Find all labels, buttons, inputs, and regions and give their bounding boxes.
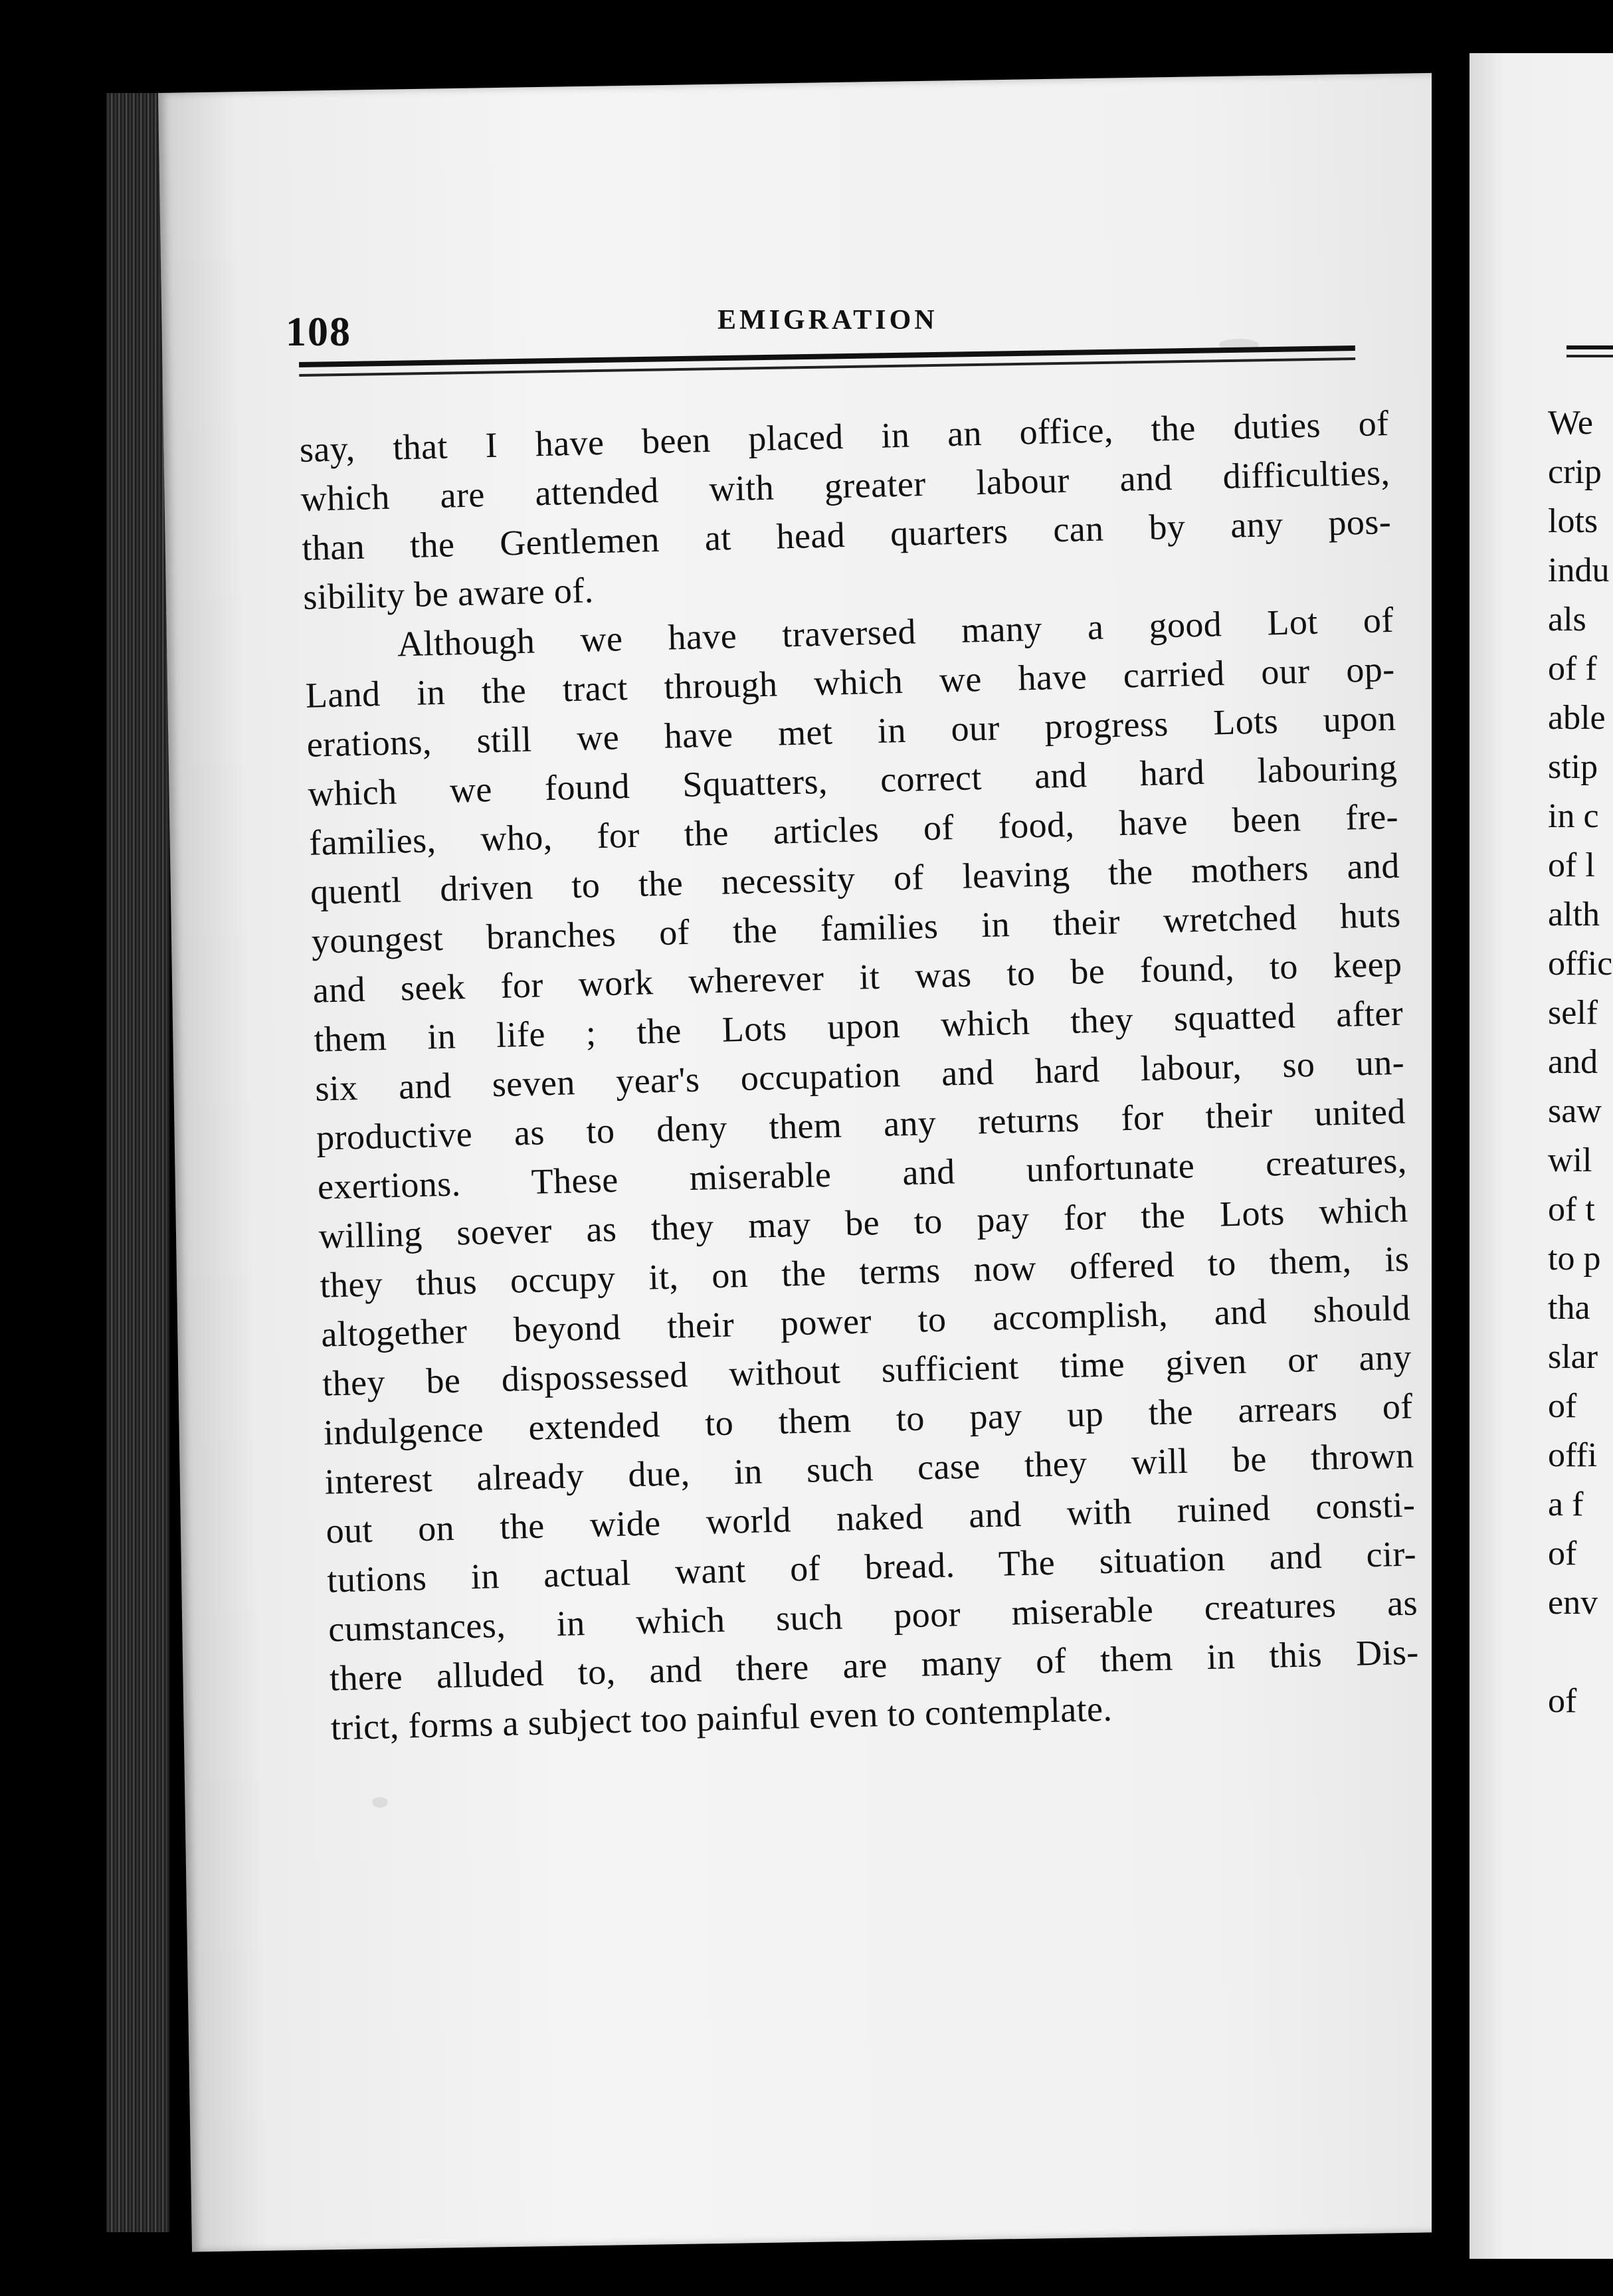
body-line: tutions in actual want of bread. The situation and cir- xyxy=(326,1533,1417,1600)
right-page-line: of xyxy=(1548,1387,1577,1425)
ink-smudge xyxy=(372,1797,388,1808)
right-page-line: saw xyxy=(1548,1092,1602,1130)
right-page-line: indu xyxy=(1548,551,1610,589)
body-text xyxy=(299,399,1420,1752)
body-line: and seek for work wherever it was to be found, to keep xyxy=(312,943,1403,1010)
right-page-line: slar xyxy=(1548,1338,1598,1376)
right-page-line: of f xyxy=(1548,650,1597,688)
right-page-line xyxy=(1548,1628,1613,1677)
right-page-rule xyxy=(1566,345,1613,365)
body-line: Although we have traversed many a good Lot of xyxy=(397,599,1394,664)
book-gutter xyxy=(1432,53,1471,2272)
page-edges xyxy=(106,93,169,2232)
body-line: them in life ; the Lots upon which they squatted after xyxy=(313,993,1404,1060)
right-page-line: env xyxy=(1548,1584,1598,1622)
right-page-line: of l xyxy=(1548,846,1595,884)
body-line: indulgence extended to them to pay up the arrears of xyxy=(323,1386,1414,1453)
body-line: out on the wide world naked and with ruined consti- xyxy=(325,1484,1416,1551)
body-line: erations, still we have met in our progress Lots upon xyxy=(306,698,1396,765)
right-page-line: We xyxy=(1548,404,1593,442)
right-page-line: and xyxy=(1548,1043,1598,1081)
right-page-line: tha xyxy=(1548,1289,1590,1327)
right-page-line: lots xyxy=(1548,502,1598,540)
body-line: than the Gentlemen at head quarters can by any pos- xyxy=(301,501,1392,568)
right-page-line: offi xyxy=(1548,1436,1598,1474)
right-page-line: offic xyxy=(1548,945,1613,983)
body-line: youngest branches of the families in their wretched huts xyxy=(311,894,1402,961)
right-page-rule-thin xyxy=(1566,355,1613,357)
body-line: trict, forms a subject too painful even to contemplate. xyxy=(330,1688,1113,1748)
right-page-line: self xyxy=(1548,994,1598,1032)
right-page-line: to p xyxy=(1548,1240,1601,1278)
right-page-line: als xyxy=(1548,601,1586,638)
body-line: willing soever as they may be to pay for the Lots which xyxy=(318,1189,1409,1256)
body-line: there alluded to, and there are many of them in this Dis- xyxy=(329,1632,1420,1699)
right-page-line: crip xyxy=(1548,453,1602,491)
body-line: sibility be aware of. xyxy=(302,570,595,617)
right-page-line: in c xyxy=(1548,797,1599,835)
body-line: which are attended with greater labour and difficulties, xyxy=(300,452,1390,519)
right-page-line: a f xyxy=(1548,1485,1584,1523)
body-line: families, who, for the articles of food, have been fre- xyxy=(308,796,1399,863)
body-line: Land in the tract through which we have carried our op- xyxy=(305,648,1396,716)
body-line: say, that I have been placed in an office, the duties of xyxy=(299,403,1390,470)
body-line: which we found Squatters, correct and hard labouring xyxy=(307,747,1398,814)
right-page-line: of t xyxy=(1548,1191,1595,1228)
right-page-line: able xyxy=(1548,699,1606,737)
body-line: interest already due, in such case they will be thrown xyxy=(324,1435,1415,1502)
right-page-line: of xyxy=(1548,1682,1577,1720)
body-line: they be dispossessed without sufficient time given or any xyxy=(322,1337,1412,1404)
body-line: six and seven year's occupation and hard labour, so un- xyxy=(314,1042,1405,1109)
running-head: EMIGRATION xyxy=(717,305,938,335)
right-page-text xyxy=(1548,399,1613,1726)
right-page-line: of xyxy=(1548,1535,1577,1573)
right-page-rule-thick xyxy=(1566,345,1613,349)
body-line: quentl driven to the necessity of leaving the mothers and xyxy=(310,845,1400,912)
right-page-line: wil xyxy=(1548,1141,1592,1179)
right-page-line: alth xyxy=(1548,896,1600,933)
page-number: 108 xyxy=(286,310,351,355)
body-line: exertions. These miserable and unfortunate creatures, xyxy=(317,1140,1408,1207)
body-line: cumstances, in which such poor miserable creatures as xyxy=(328,1582,1418,1650)
right-page-line: stip xyxy=(1548,748,1598,786)
ink-smudge xyxy=(1219,339,1259,351)
body-line: productive as to deny them any returns for their united xyxy=(316,1091,1406,1158)
body-line: altogether beyond their power to accomplish, and should xyxy=(320,1288,1411,1355)
body-line: they thus occupy it, on the terms now offered to them, is xyxy=(319,1238,1410,1305)
